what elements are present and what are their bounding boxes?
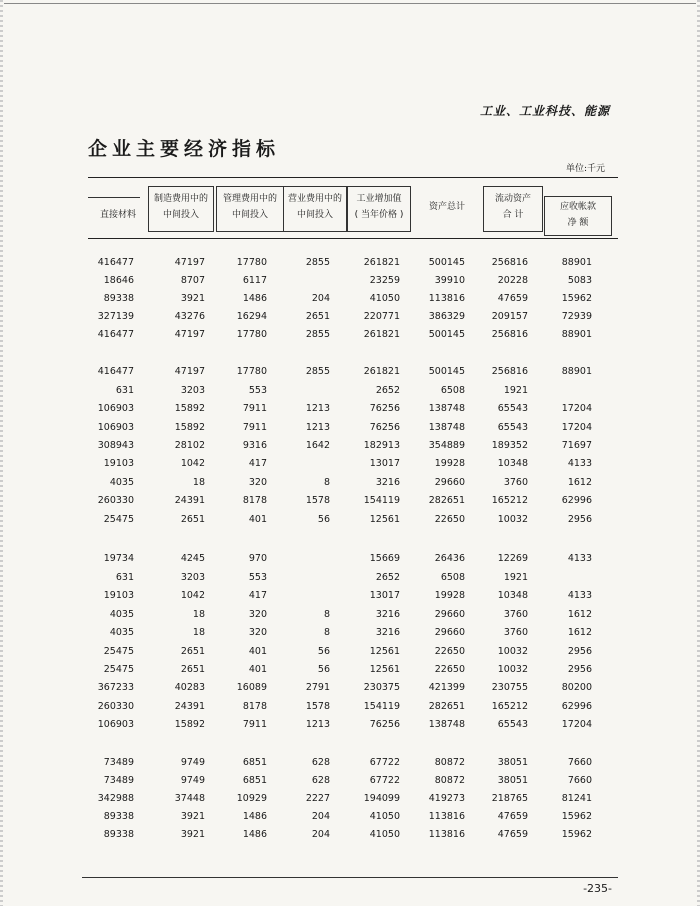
cell-direct-materials: 106903 (97, 719, 134, 730)
cell-receivables: 1612 (567, 609, 592, 620)
table-row (0, 511, 700, 529)
cell-total-assets: 6508 (440, 385, 465, 396)
cell-manufacturing-input: 47197 (174, 329, 205, 340)
cell-manufacturing-input: 2651 (180, 664, 205, 675)
cell-total-assets: 282651 (428, 701, 465, 712)
table-row (0, 754, 700, 772)
cell-receivables: 15962 (561, 811, 592, 822)
cell-direct-materials: 19103 (103, 458, 134, 469)
cell-value-added: 12561 (369, 514, 400, 525)
table-row (0, 272, 700, 290)
cell-manufacturing-input: 2651 (180, 646, 205, 657)
cell-direct-materials: 416477 (97, 257, 134, 268)
cell-total-assets: 6508 (440, 572, 465, 583)
cell-manufacturing-input: 18 (192, 609, 205, 620)
cell-value-added: 41050 (369, 293, 400, 304)
table-row (0, 698, 700, 716)
cell-management-input: 970 (248, 553, 267, 564)
cell-direct-materials: 19103 (103, 590, 134, 601)
table-row (0, 382, 700, 400)
cell-manufacturing-input: 2651 (180, 514, 205, 525)
cell-receivables: 15962 (561, 293, 592, 304)
cell-current-assets: 20228 (497, 275, 528, 286)
cell-value-added: 41050 (369, 811, 400, 822)
table-row (0, 326, 700, 344)
header-sales-input: 营业费用中的 中间投入 (287, 194, 342, 220)
cell-value-added: 13017 (369, 590, 400, 601)
cell-manufacturing-input: 47197 (174, 366, 205, 377)
cell-value-added: 15669 (369, 553, 400, 564)
cell-sales-input: 628 (311, 775, 330, 786)
cell-sales-input: 56 (317, 646, 330, 657)
cell-current-assets: 10348 (497, 458, 528, 469)
table-row (0, 679, 700, 697)
table-row (0, 808, 700, 826)
cell-manufacturing-input: 3921 (180, 811, 205, 822)
cell-management-input: 1486 (242, 829, 267, 840)
cell-management-input: 6851 (242, 775, 267, 786)
cell-value-added: 194099 (363, 793, 400, 804)
header-receivables: 应收帐款 净 额 (559, 202, 596, 228)
cell-receivables: 71697 (561, 440, 592, 451)
cell-total-assets: 29660 (434, 627, 465, 638)
cell-receivables: 80200 (561, 682, 592, 693)
cell-value-added: 41050 (369, 829, 400, 840)
cell-manufacturing-input: 4245 (180, 553, 205, 564)
table-row (0, 790, 700, 808)
cell-value-added: 261821 (363, 366, 400, 377)
top-rule (4, 3, 696, 4)
cell-direct-materials: 106903 (97, 403, 134, 414)
cell-total-assets: 138748 (428, 719, 465, 730)
cell-management-input: 16294 (236, 311, 267, 322)
cell-management-input: 10929 (236, 793, 267, 804)
table-row (0, 606, 700, 624)
cell-current-assets: 47659 (497, 829, 528, 840)
cell-current-assets: 38051 (497, 775, 528, 786)
cell-management-input: 401 (248, 664, 267, 675)
cell-sales-input: 1213 (305, 403, 330, 414)
cell-direct-materials: 631 (115, 385, 134, 396)
cell-direct-materials: 106903 (97, 422, 134, 433)
cell-value-added: 12561 (369, 646, 400, 657)
table-top-rule (88, 177, 618, 178)
cell-current-assets: 12269 (497, 553, 528, 564)
table-row (0, 455, 700, 473)
cell-management-input: 16089 (236, 682, 267, 693)
cell-direct-materials: 631 (115, 572, 134, 583)
cell-sales-input: 204 (311, 293, 330, 304)
table-row (0, 254, 700, 272)
cell-receivables: 88901 (561, 257, 592, 268)
cell-management-input: 6851 (242, 757, 267, 768)
table-row (0, 826, 700, 844)
cell-manufacturing-input: 8707 (180, 275, 205, 286)
header-divider (88, 197, 140, 198)
cell-manufacturing-input: 3921 (180, 829, 205, 840)
cell-manufacturing-input: 15892 (174, 422, 205, 433)
table-row (0, 716, 700, 734)
cell-receivables: 62996 (561, 495, 592, 506)
cell-manufacturing-input: 1042 (180, 590, 205, 601)
cell-receivables: 4133 (567, 553, 592, 564)
table-row (0, 492, 700, 510)
table-row (0, 587, 700, 605)
cell-total-assets: 421399 (428, 682, 465, 693)
cell-sales-input: 1213 (305, 422, 330, 433)
unit-label: 单位:千元 (565, 164, 605, 174)
cell-management-input: 7911 (242, 403, 267, 414)
cell-current-assets: 256816 (491, 257, 528, 268)
cell-total-assets: 80872 (434, 757, 465, 768)
cell-direct-materials: 89338 (103, 829, 134, 840)
cell-current-assets: 165212 (491, 701, 528, 712)
cell-total-assets: 22650 (434, 514, 465, 525)
cell-receivables: 72939 (561, 311, 592, 322)
cell-management-input: 8178 (242, 701, 267, 712)
cell-value-added: 76256 (369, 422, 400, 433)
page-number: -235- (583, 882, 612, 895)
cell-receivables: 88901 (561, 366, 592, 377)
table-header-rule (88, 238, 618, 239)
cell-current-assets: 10032 (497, 514, 528, 525)
cell-current-assets: 1921 (503, 572, 528, 583)
cell-management-input: 6117 (242, 275, 267, 286)
cell-value-added: 2652 (375, 572, 400, 583)
cell-management-input: 553 (248, 572, 267, 583)
table-row (0, 772, 700, 790)
cell-total-assets: 282651 (428, 495, 465, 506)
cell-total-assets: 80872 (434, 775, 465, 786)
cell-total-assets: 138748 (428, 422, 465, 433)
cell-value-added: 3216 (375, 477, 400, 488)
cell-receivables: 17204 (561, 719, 592, 730)
cell-total-assets: 500145 (428, 329, 465, 340)
cell-receivables: 7660 (567, 757, 592, 768)
cell-current-assets: 10348 (497, 590, 528, 601)
header-direct-materials: 直接材料 (99, 210, 136, 220)
table-row (0, 624, 700, 642)
cell-management-input: 320 (248, 609, 267, 620)
cell-direct-materials: 260330 (97, 701, 134, 712)
cell-current-assets: 165212 (491, 495, 528, 506)
cell-receivables: 7660 (567, 775, 592, 786)
cell-manufacturing-input: 3203 (180, 385, 205, 396)
cell-current-assets: 65543 (497, 719, 528, 730)
cell-total-assets: 26436 (434, 553, 465, 564)
cell-direct-materials: 25475 (103, 646, 134, 657)
cell-manufacturing-input: 24391 (174, 495, 205, 506)
cell-receivables: 4133 (567, 458, 592, 469)
cell-sales-input: 204 (311, 811, 330, 822)
cell-receivables: 2956 (567, 664, 592, 675)
cell-management-input: 9316 (242, 440, 267, 451)
cell-sales-input: 2227 (305, 793, 330, 804)
cell-direct-materials: 4035 (109, 627, 134, 638)
cell-current-assets: 256816 (491, 329, 528, 340)
cell-total-assets: 22650 (434, 646, 465, 657)
cell-value-added: 182913 (363, 440, 400, 451)
cell-manufacturing-input: 15892 (174, 403, 205, 414)
cell-receivables: 2956 (567, 646, 592, 657)
cell-management-input: 17780 (236, 329, 267, 340)
cell-direct-materials: 260330 (97, 495, 134, 506)
cell-sales-input: 8 (323, 627, 330, 638)
cell-sales-input: 2855 (305, 329, 330, 340)
cell-current-assets: 10032 (497, 646, 528, 657)
cell-current-assets: 230755 (491, 682, 528, 693)
cell-manufacturing-input: 9749 (180, 775, 205, 786)
cell-management-input: 8178 (242, 495, 267, 506)
cell-total-assets: 22650 (434, 664, 465, 675)
cell-manufacturing-input: 24391 (174, 701, 205, 712)
page-title: 企业主要经济指标 (88, 138, 281, 160)
cell-current-assets: 209157 (491, 311, 528, 322)
cell-direct-materials: 89338 (103, 811, 134, 822)
cell-total-assets: 386329 (428, 311, 465, 322)
cell-current-assets: 256816 (491, 366, 528, 377)
table-row (0, 661, 700, 679)
cell-direct-materials: 25475 (103, 664, 134, 675)
cell-value-added: 76256 (369, 719, 400, 730)
cell-manufacturing-input: 3921 (180, 293, 205, 304)
cell-current-assets: 3760 (503, 609, 528, 620)
cell-manufacturing-input: 3203 (180, 572, 205, 583)
cell-current-assets: 189352 (491, 440, 528, 451)
cell-receivables: 62996 (561, 701, 592, 712)
cell-management-input: 7911 (242, 719, 267, 730)
cell-value-added: 230375 (363, 682, 400, 693)
cell-management-input: 17780 (236, 257, 267, 268)
cell-total-assets: 354889 (428, 440, 465, 451)
cell-sales-input: 1213 (305, 719, 330, 730)
cell-sales-input: 628 (311, 757, 330, 768)
cell-current-assets: 3760 (503, 627, 528, 638)
cell-management-input: 401 (248, 514, 267, 525)
section-header: 工业、工业科技、能源 (479, 104, 610, 118)
cell-receivables: 1612 (567, 627, 592, 638)
cell-receivables: 15962 (561, 829, 592, 840)
cell-management-input: 320 (248, 627, 267, 638)
cell-sales-input: 2651 (305, 311, 330, 322)
cell-sales-input: 8 (323, 609, 330, 620)
cell-manufacturing-input: 1042 (180, 458, 205, 469)
cell-total-assets: 39910 (434, 275, 465, 286)
cell-current-assets: 10032 (497, 664, 528, 675)
cell-receivables: 1612 (567, 477, 592, 488)
cell-total-assets: 29660 (434, 477, 465, 488)
cell-value-added: 23259 (369, 275, 400, 286)
cell-current-assets: 47659 (497, 811, 528, 822)
cell-value-added: 154119 (363, 495, 400, 506)
table-row (0, 308, 700, 326)
bottom-rule (82, 877, 618, 878)
cell-current-assets: 65543 (497, 403, 528, 414)
cell-receivables: 17204 (561, 422, 592, 433)
cell-direct-materials: 308943 (97, 440, 134, 451)
table-row (0, 363, 700, 381)
cell-total-assets: 113816 (428, 293, 465, 304)
cell-management-input: 320 (248, 477, 267, 488)
cell-management-input: 7911 (242, 422, 267, 433)
cell-manufacturing-input: 37448 (174, 793, 205, 804)
header-management-input: 管理费用中的 中间投入 (222, 194, 277, 220)
cell-manufacturing-input: 40283 (174, 682, 205, 693)
cell-receivables: 4133 (567, 590, 592, 601)
cell-manufacturing-input: 18 (192, 627, 205, 638)
cell-current-assets: 1921 (503, 385, 528, 396)
cell-direct-materials: 327139 (97, 311, 134, 322)
cell-management-input: 17780 (236, 366, 267, 377)
cell-value-added: 261821 (363, 257, 400, 268)
cell-sales-input: 56 (317, 664, 330, 675)
cell-direct-materials: 73489 (103, 775, 134, 786)
table-row (0, 643, 700, 661)
cell-total-assets: 138748 (428, 403, 465, 414)
cell-value-added: 76256 (369, 403, 400, 414)
cell-receivables: 88901 (561, 329, 592, 340)
cell-value-added: 13017 (369, 458, 400, 469)
cell-direct-materials: 4035 (109, 609, 134, 620)
table-row (0, 419, 700, 437)
cell-manufacturing-input: 9749 (180, 757, 205, 768)
cell-direct-materials: 416477 (97, 366, 134, 377)
cell-total-assets: 113816 (428, 829, 465, 840)
cell-total-assets: 113816 (428, 811, 465, 822)
cell-management-input: 553 (248, 385, 267, 396)
cell-manufacturing-input: 47197 (174, 257, 205, 268)
cell-direct-materials: 18646 (103, 275, 134, 286)
cell-current-assets: 38051 (497, 757, 528, 768)
cell-receivables: 2956 (567, 514, 592, 525)
table-row (0, 400, 700, 418)
table-row (0, 474, 700, 492)
cell-current-assets: 218765 (491, 793, 528, 804)
cell-value-added: 261821 (363, 329, 400, 340)
header-value-added: 工业增加值 ( 当年价格 ) (354, 194, 404, 220)
cell-sales-input: 2855 (305, 366, 330, 377)
table-row (0, 550, 700, 568)
cell-sales-input: 56 (317, 514, 330, 525)
cell-direct-materials: 342988 (97, 793, 134, 804)
cell-sales-input: 2855 (305, 257, 330, 268)
cell-total-assets: 29660 (434, 609, 465, 620)
cell-current-assets: 65543 (497, 422, 528, 433)
cell-direct-materials: 416477 (97, 329, 134, 340)
cell-value-added: 220771 (363, 311, 400, 322)
cell-value-added: 3216 (375, 609, 400, 620)
cell-total-assets: 19928 (434, 590, 465, 601)
cell-management-input: 401 (248, 646, 267, 657)
cell-direct-materials: 73489 (103, 757, 134, 768)
cell-value-added: 12561 (369, 664, 400, 675)
cell-value-added: 67722 (369, 775, 400, 786)
cell-sales-input: 8 (323, 477, 330, 488)
cell-direct-materials: 19734 (103, 553, 134, 564)
cell-total-assets: 419273 (428, 793, 465, 804)
cell-sales-input: 1642 (305, 440, 330, 451)
header-current-assets: 流动资产 合 计 (494, 194, 531, 220)
table-row (0, 569, 700, 587)
cell-receivables: 81241 (561, 793, 592, 804)
cell-direct-materials: 25475 (103, 514, 134, 525)
cell-value-added: 154119 (363, 701, 400, 712)
cell-value-added: 3216 (375, 627, 400, 638)
cell-receivables: 17204 (561, 403, 592, 414)
cell-sales-input: 1578 (305, 701, 330, 712)
cell-current-assets: 47659 (497, 293, 528, 304)
cell-sales-input: 2791 (305, 682, 330, 693)
header-total-assets: 资产总计 (428, 202, 465, 212)
cell-total-assets: 500145 (428, 257, 465, 268)
cell-direct-materials: 4035 (109, 477, 134, 488)
table-row (0, 437, 700, 455)
cell-value-added: 67722 (369, 757, 400, 768)
cell-manufacturing-input: 18 (192, 477, 205, 488)
cell-manufacturing-input: 28102 (174, 440, 205, 451)
cell-current-assets: 3760 (503, 477, 528, 488)
cell-direct-materials: 367233 (97, 682, 134, 693)
cell-management-input: 1486 (242, 811, 267, 822)
cell-receivables: 5083 (567, 275, 592, 286)
cell-sales-input: 204 (311, 829, 330, 840)
cell-sales-input: 1578 (305, 495, 330, 506)
table-row (0, 290, 700, 308)
header-manufacturing-input: 制造费用中的 中间投入 (153, 194, 208, 220)
cell-direct-materials: 89338 (103, 293, 134, 304)
cell-manufacturing-input: 43276 (174, 311, 205, 322)
cell-value-added: 2652 (375, 385, 400, 396)
cell-management-input: 1486 (242, 293, 267, 304)
cell-total-assets: 500145 (428, 366, 465, 377)
cell-total-assets: 19928 (434, 458, 465, 469)
cell-manufacturing-input: 15892 (174, 719, 205, 730)
cell-management-input: 417 (248, 590, 267, 601)
cell-management-input: 417 (248, 458, 267, 469)
